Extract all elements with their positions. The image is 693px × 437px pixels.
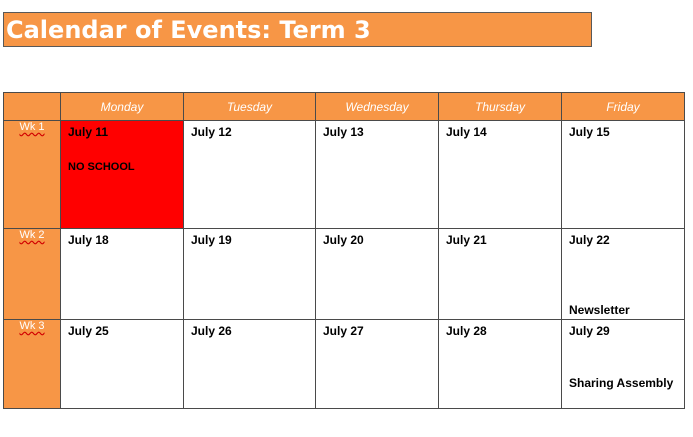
day-date: July 21 [446,233,487,247]
day-cell [562,121,685,229]
day-cell [184,229,316,320]
week-row [4,121,685,229]
day-date: July 11 [68,125,109,139]
day-date: July 12 [191,125,232,139]
header-tuesday: Tuesday [184,93,316,121]
day-cell [316,121,439,229]
header-friday: Friday [562,93,685,121]
week-row [4,229,685,320]
header-thursday: Thursday [439,93,562,121]
day-note: NO SCHOOL [68,161,135,173]
day-date: July 26 [191,324,232,338]
title-bar [3,12,592,47]
day-cell [184,320,316,409]
week-label-cell [4,121,61,229]
day-date: July 19 [191,233,232,247]
day-date: July 20 [323,233,364,247]
day-note: Newsletter [569,303,630,317]
day-cell [439,121,562,229]
week-row [4,320,685,409]
day-cell [562,320,685,409]
header-wednesday: Wednesday [316,93,439,121]
week-label-cell [4,320,61,409]
day-cell [61,121,184,229]
day-date: July 27 [323,324,364,338]
week-label: Wk 2 [19,229,45,241]
header-row [4,93,685,121]
day-date: July 25 [68,324,109,338]
day-cell [562,229,685,320]
day-date: July 15 [569,125,610,139]
day-date: July 13 [323,125,364,139]
day-date: July 22 [569,233,610,247]
header-corner [4,93,61,121]
day-note: Sharing Assembly [569,376,674,390]
week-label: Wk 3 [19,320,45,332]
week-label: Wk 1 [19,121,45,133]
day-cell [61,229,184,320]
week-label-cell [4,229,61,320]
day-cell [316,229,439,320]
day-cell [61,320,184,409]
day-date: July 29 [569,324,610,338]
day-date: July 18 [68,233,109,247]
day-cell [439,229,562,320]
header-monday: Monday [61,93,184,121]
day-date: July 28 [446,324,487,338]
calendar-table [3,92,685,409]
page-title: Calendar of Events: Term 3 [6,16,371,44]
day-cell [316,320,439,409]
day-cell [439,320,562,409]
day-date: July 14 [446,125,487,139]
day-cell [184,121,316,229]
